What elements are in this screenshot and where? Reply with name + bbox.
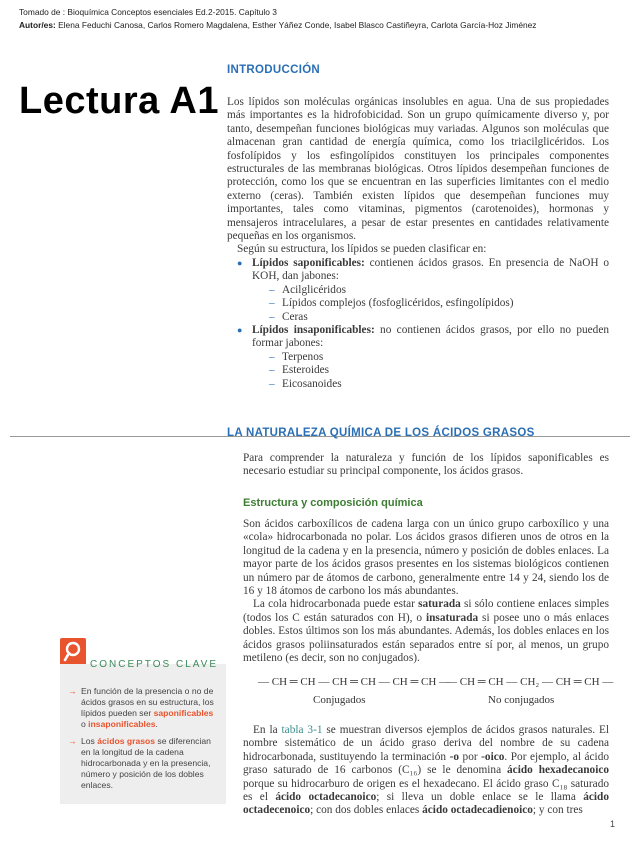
formula-conjugated-label: Conjugados xyxy=(313,694,366,706)
list-item: – Eicosanoides xyxy=(252,378,609,391)
list-item: – Terpenos xyxy=(252,351,609,364)
formula-conjugated: — CH ═ CH — CH ═ CH — CH ═ CH — xyxy=(258,676,451,688)
structure-paragraph-2: La cola hidrocarbonada puede estar saturada si sólo contiene enlaces simples (todos los C están saturados con H), o insaturada si posee uno o más enlaces dobles. Estos últimos son los más abundantes. Además, los dobles enlaces en los ácidos grasos poliinsaturados están separados entre sí por, al menos, un grupo metileno (es decir, son no conjugados). xyxy=(243,598,610,665)
magnifier-icon xyxy=(60,638,86,664)
key-concepts-box xyxy=(60,659,226,804)
source-line: Tomado de : Bioquímica Conceptos esenciales Ed.2-2015. Capítulo 3 xyxy=(19,7,277,17)
page-number: 1 xyxy=(610,819,616,829)
section-fatty-acids-title: LA NATURALEZA QUÍMICA DE LOS ÁCIDOS GRASOS xyxy=(227,427,535,439)
bullet-saponificables: ● Lípidos saponificables: contienen ácidos grasos. En presencia de NaOH o KOH, dan jabones: – Acilglicéridos – Lípidos complejos (fosfoglicéridos, esfingolípidos) – Ceras xyxy=(227,257,609,324)
arrow-right-icon: → xyxy=(68,736,77,746)
intro-paragraph-2: Según su estructura, los lípidos se pueden clasificar en: xyxy=(237,243,487,256)
intro-title: INTRODUCCIÓN xyxy=(227,64,321,76)
section-fatty-acids-intro: Para comprender la naturaleza y función de los lípidos saponificables es necesario estudiar su principal componente, los ácidos grasos. xyxy=(243,452,609,478)
list-item: – Ceras xyxy=(252,311,609,324)
structure-paragraph-3: En la tabla 3-1 se muestran diversos ejemplos de ácidos grasos naturales. El nombre sistemático de un ácido graso deriva del nombre de su cadena hidrocarbonada, sustituyendo la terminación -o por -oico. Por ejemplo, al ácido graso saturado de 16 carbonos (C₁₆) se le denomina ácido hexadecanoico porque su hidrocarburo de origen es el hexadecano. El ácido graso C₁₈ saturado es el ácido octadecanoico; si lleva un doble enlace se le llama ácido octadecenoico; con dos dobles enlaces ácido octadecadienoico; y con tres xyxy=(243,724,610,817)
key-concept-item: → Los ácidos grasos se diferencian en la longitud de la cadena hidrocarbonada y en la presencia, número y posición de los dobles enlaces. xyxy=(68,736,211,790)
structure-subtitle: Estructura y composición química xyxy=(243,497,423,509)
formula-nonconjugated: — CH ═ CH — CH₂ — CH ═ CH — xyxy=(446,676,614,688)
key-concepts-tab xyxy=(60,638,86,664)
structure-body xyxy=(243,518,609,665)
structure-paragraph-1: Son ácidos carboxílicos de cadena larga con un único grupo carboxílico y una «cola» hidrocarbonada no polar. Los ácidos grasos difieren unos de otros en la longitud de la cadena y en la presencia, número y posición de dobles enlaces. La mayor parte de los ácidos grasos presentes en los sistemas biológicos contienen un número par de átomos de carbono, generalmente entre 14 y 24, siendo los de 16 y 18 átomos de carbono los más abundantes. xyxy=(243,518,609,598)
authors-line: Autor/es: Elena Feduchi Canosa, Carlos Romero Magdalena, Esther Yáñez Conde, Isabel Blasco Castiñeyra, Carlota García-Hoz Jiménez xyxy=(19,20,537,30)
lectura-title: Lectura A1 xyxy=(19,80,219,122)
list-item: – Lípidos complejos (fosfoglicéridos, esfingolípidos) xyxy=(252,297,609,310)
key-concept-item: → En función de la presencia o no de ácidos grasos en su estructura, los lípidos pueden ser saponificables o insaponificables. xyxy=(68,686,214,729)
bullet-insaponificables: ● Lípidos insaponificables: no contienen ácidos grasos, por ello no pueden formar jabones: – Terpenos – Esteroides – Eicosanoides xyxy=(227,324,609,391)
formula-nonconjugated-label: No conjugados xyxy=(488,694,555,706)
list-item: – Esteroides xyxy=(252,364,609,377)
lipid-classification-list xyxy=(227,257,609,391)
list-item: – Acilglicéridos xyxy=(252,284,609,297)
intro-paragraph-1: Los lípidos son moléculas orgánicas insolubles en agua. Una de sus propiedades más importantes es la hidrofobicidad. Son un grupo químicamente diverso y, por tanto, desempeñan funciones biológicas muy variadas. Algunos son moléculas que almacenan gran cantidad de energía química, como los triacilglicéridos. Los fosfolípidos y los esfingolípidos constituyen los principales componentes estructurales de las membranas biológicas. Otros lípidos desempeñan funciones de protección, como los que se encuentran en las superficies limitantes con el medio externo (ceras). También existen lípidos que desempeñan funciones muy importantes, tales como vitaminas, pigmentos (carotenoides), hormonas y mensajeros intracelulares, a pesar de estar presentes en cantidades relativamente pequeñas en los organismos. xyxy=(227,96,609,243)
key-concepts-title: CONCEPTOS CLAVE xyxy=(90,659,218,670)
intro-body xyxy=(227,96,609,391)
arrow-right-icon: → xyxy=(68,686,77,696)
table-reference-link[interactable]: tabla 3-1 xyxy=(281,724,323,736)
